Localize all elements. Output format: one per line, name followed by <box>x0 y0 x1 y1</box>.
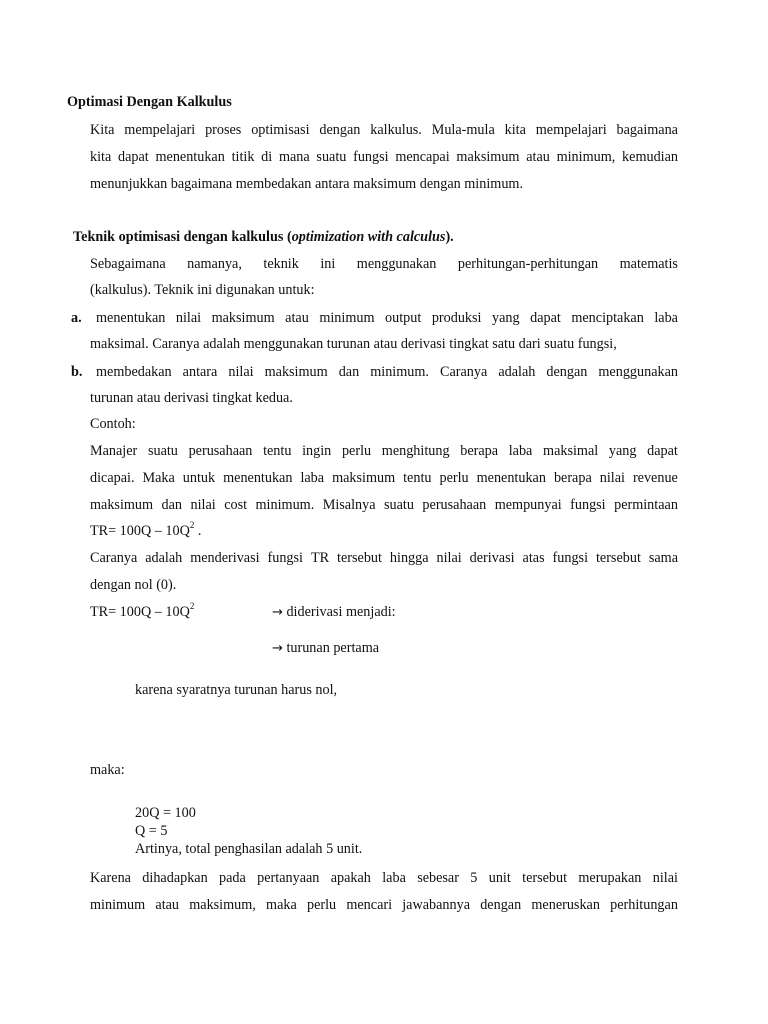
formula-tr-exponent: 2 <box>189 520 195 531</box>
word: tersebut <box>595 550 641 566</box>
word: dicapai. <box>90 470 135 486</box>
intro-line-1 <box>90 121 678 139</box>
word: dan <box>338 364 360 380</box>
word: permintaan <box>614 497 678 513</box>
word: laba <box>654 310 678 326</box>
heading-prefix: Teknik optimisasi dengan kalkulus ( <box>73 229 292 245</box>
word: fungsi <box>353 149 389 165</box>
word: dan <box>161 497 183 513</box>
word: cost <box>224 497 248 513</box>
word: mencari <box>346 897 393 913</box>
word: Mula-mula <box>431 122 495 138</box>
word: minimum. <box>255 497 315 513</box>
word: nilai <box>599 470 625 486</box>
word: di <box>261 149 273 165</box>
formula-tr-block-exponent: 2 <box>189 601 195 612</box>
word: nilai <box>228 364 254 380</box>
word: fungsi <box>552 550 589 566</box>
item-b-line-2: turunan atau derivasi tingkat kedua. <box>90 390 293 406</box>
word: tersebut <box>522 870 568 886</box>
word: teknik <box>263 256 299 272</box>
word: tentu <box>263 443 292 459</box>
word: menentukan <box>155 149 225 165</box>
word: derivasi <box>469 550 515 566</box>
word: kita <box>504 122 526 138</box>
word: Manajer <box>90 443 138 459</box>
item-a-line-2: maksimal. Caranya adalah menggunakan turunan atau derivasi tingkat satu dari suatu fungsi, <box>90 336 617 352</box>
word: dengan <box>480 897 522 913</box>
word: apakah <box>330 870 371 886</box>
word: membedakan <box>96 364 172 380</box>
word: revenue <box>632 470 678 486</box>
word: nilai <box>175 310 202 326</box>
word: maksimum <box>264 364 328 380</box>
word: minimum. <box>370 364 429 380</box>
word: Caranya <box>440 364 488 380</box>
word: tentu <box>403 470 432 486</box>
word: hingga <box>389 550 429 566</box>
word: namanya, <box>187 256 242 272</box>
para3-line-3 <box>90 496 678 514</box>
para5-line-2 <box>90 896 678 914</box>
word: suatu <box>147 443 178 459</box>
word: atau <box>285 310 309 326</box>
formula-tr-post: . <box>194 523 202 539</box>
word: suatu <box>316 149 347 165</box>
word: bagaimana <box>616 122 678 138</box>
item-b-line-1 <box>96 363 678 381</box>
formula-tr-inline <box>90 522 201 540</box>
word: Maka <box>142 470 175 486</box>
formula-tr-text: TR= 100Q – 10Q <box>90 523 190 539</box>
word: fungsi <box>570 497 606 513</box>
formula-tr-block-text: TR= 100Q – 10Q <box>90 604 190 620</box>
word: suatu <box>384 497 414 513</box>
word: menentukan <box>96 310 166 326</box>
heading-suffix: ). <box>445 229 454 245</box>
word: maksimum <box>211 310 275 326</box>
word: unit <box>488 870 511 886</box>
derivation-step-2 <box>272 639 379 658</box>
word: adalah <box>145 550 183 566</box>
word: mempelajari <box>535 122 607 138</box>
word: antara <box>182 364 218 380</box>
word: dapat <box>530 310 561 326</box>
para5-line-1 <box>90 869 678 887</box>
word: pada <box>219 870 246 886</box>
solution-line-2: Q = 5 <box>135 823 168 839</box>
word: berapa <box>460 443 499 459</box>
right-arrow-icon: → <box>272 641 283 656</box>
word: mempelajari <box>124 122 196 138</box>
word: menghitung <box>381 443 450 459</box>
para3-line-2 <box>90 469 678 487</box>
word: sebesar <box>417 870 459 886</box>
word: produksi <box>431 310 482 326</box>
contoh-label: Contoh: <box>90 416 136 432</box>
word: TR <box>310 550 330 566</box>
word: proses <box>205 122 242 138</box>
solution-line-3: Artinya, total penghasilan adalah 5 unit. <box>135 841 363 857</box>
word: maksimum <box>90 497 154 513</box>
word: minimum, <box>556 149 616 165</box>
word: nilai <box>436 550 462 566</box>
solution-line-1: 20Q = 100 <box>135 805 196 821</box>
word: menggunakan <box>598 364 678 380</box>
word: nilai <box>652 870 678 886</box>
word: jawabannya <box>402 897 470 913</box>
word: output <box>385 310 422 326</box>
word: kita <box>90 149 112 165</box>
word: perusahaan <box>422 497 487 513</box>
derivation-step-2-label: turunan pertama <box>282 640 380 656</box>
word: menentukan <box>476 470 546 486</box>
right-arrow-icon: → <box>272 605 283 620</box>
section-heading-teknik <box>73 228 454 246</box>
word: untuk <box>182 470 216 486</box>
list-marker-a: a. <box>71 310 82 326</box>
word: sama <box>648 550 678 566</box>
word: menggunakan <box>356 256 437 272</box>
word: tersebut <box>337 550 382 566</box>
word: pertanyaan <box>257 870 320 886</box>
word: Caranya <box>90 550 138 566</box>
list-marker-b: b. <box>71 364 83 380</box>
word: laba <box>300 470 325 486</box>
intro-line-2 <box>90 148 678 166</box>
para2-line-1 <box>90 255 678 273</box>
word: yang <box>608 443 637 459</box>
maka-label: maka: <box>90 762 125 778</box>
word: maka <box>266 897 297 913</box>
word: fungsi <box>267 550 303 566</box>
word: berapa <box>553 470 592 486</box>
section-heading-optimasi: Optimasi Dengan Kalkulus <box>67 94 232 110</box>
word: matematis <box>619 256 678 272</box>
word: perlu <box>439 470 469 486</box>
word: perhitungan <box>610 897 678 913</box>
word: menderivasi <box>190 550 260 566</box>
word: optimisasi <box>251 122 310 138</box>
word: perlu <box>306 897 337 913</box>
word: dihadapkan <box>142 870 208 886</box>
word: Karena <box>90 870 131 886</box>
para2-line-2: (kalkulus). Teknik ini digunakan untuk: <box>90 282 315 298</box>
word: Misalnya <box>322 497 376 513</box>
word: dengan <box>319 122 361 138</box>
word: adalah <box>498 364 536 380</box>
intro-line-3: menunjukkan bagaimana membedakan antara maksimum dengan minimum. <box>90 176 523 192</box>
word: perusahaan <box>188 443 253 459</box>
word: maksimum <box>332 470 396 486</box>
word: maksimum <box>456 149 520 165</box>
word: menentukan <box>223 470 293 486</box>
word: yang <box>491 310 520 326</box>
condition-text: karena syaratnya turunan harus nol, <box>135 682 338 698</box>
word: dapat <box>647 443 678 459</box>
para3-line-1 <box>90 442 678 460</box>
word: atau <box>526 149 550 165</box>
word: kalkulus. <box>370 122 422 138</box>
word: menciptakan <box>571 310 644 326</box>
word: nilai <box>190 497 216 513</box>
word: ingin <box>302 443 332 459</box>
word: ini <box>320 256 336 272</box>
word: mempunyai <box>494 497 562 513</box>
word: atau <box>155 897 180 913</box>
item-a-line-1 <box>96 309 678 327</box>
word: maksimum, <box>189 897 256 913</box>
word: meneruskan <box>531 897 600 913</box>
word: mencapai <box>395 149 450 165</box>
word: titik <box>231 149 255 165</box>
word: maksimal <box>543 443 599 459</box>
word: laba <box>382 870 406 886</box>
para4-line-2: dengan nol (0). <box>90 577 177 593</box>
word: Sebagaimana <box>90 256 166 272</box>
word: dengan <box>546 364 588 380</box>
para4-line-1 <box>90 549 678 567</box>
word: merupakan <box>578 870 642 886</box>
word: Kita <box>90 122 115 138</box>
word: minimum <box>319 310 375 326</box>
word: minimum <box>90 897 146 913</box>
formula-tr-block <box>90 603 194 621</box>
heading-italic: optimization with calculus <box>291 229 446 245</box>
word: atas <box>522 550 545 566</box>
word: perhitungan-perhitungan <box>457 256 599 272</box>
derivation-step-1 <box>272 603 396 622</box>
derivation-step-1-label: diderivasi menjadi: <box>282 604 396 620</box>
word: perlu <box>341 443 372 459</box>
word: mana <box>278 149 310 165</box>
word: laba <box>508 443 533 459</box>
word: kemudian <box>622 149 678 165</box>
word: 5 <box>470 870 478 886</box>
word: dapat <box>118 149 149 165</box>
